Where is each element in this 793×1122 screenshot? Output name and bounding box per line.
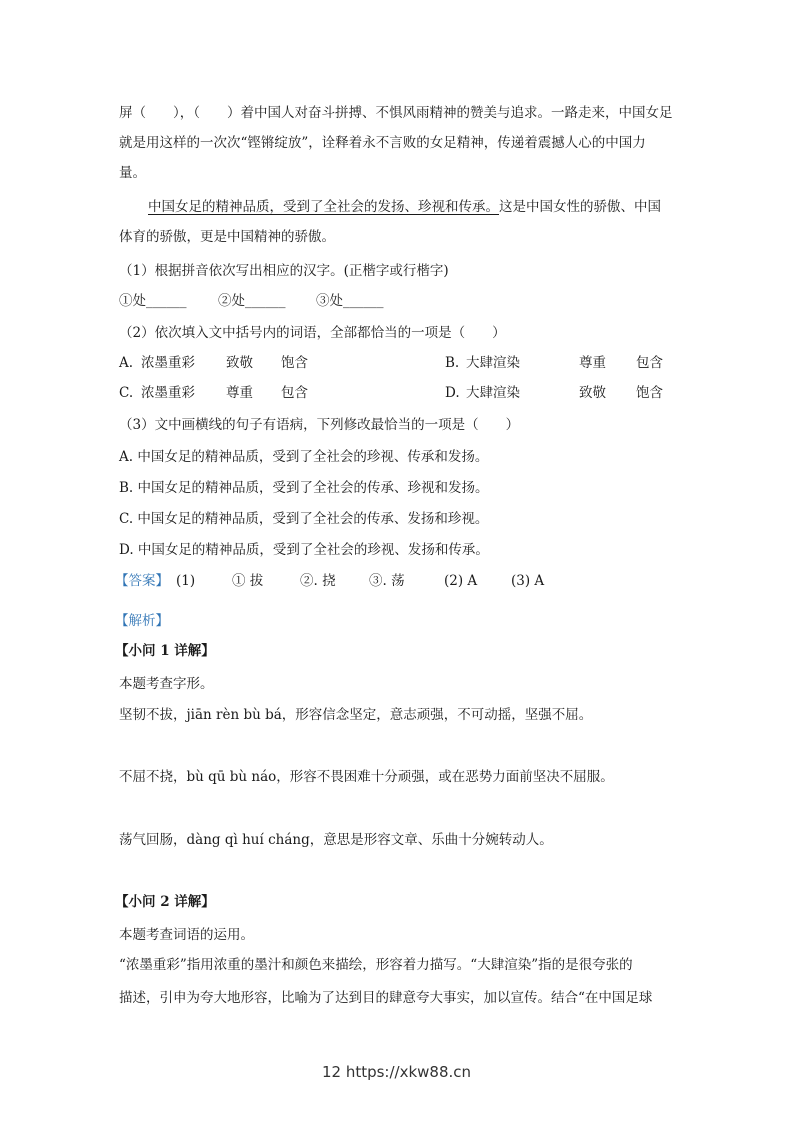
q2-option-b-word2: 尊重 xyxy=(579,355,606,371)
q2-option-d-word3: 饱含 xyxy=(636,385,663,401)
answer-part-1a: ① 拔 xyxy=(232,573,264,589)
q2-option-b-word1: 大肆渲染 xyxy=(466,355,520,371)
question-2: （2）依次填入文中括号内的词语，全部都恰当的一项是（ ） xyxy=(119,325,506,341)
answer-label: 【答案】 xyxy=(115,573,169,589)
question-1: （1）根据拼音依次写出相应的汉字。(正楷字或行楷字) xyxy=(119,263,449,279)
passage-line-4-rest: 这是中国女性的骄傲、中国 xyxy=(499,199,661,215)
q2-option-c-word1: 浓墨重彩 xyxy=(141,385,195,401)
q1-blank-3: ③处______ xyxy=(316,293,384,309)
q3-option-b: B. 中国女足的精神品质，受到了全社会的传承、珍视和发扬。 xyxy=(119,480,489,496)
passage-line-2: 就是用这样的一次次“铿锵绽放”，诠释着永不言败的女足精神，传递着震撼人心的中国力 xyxy=(119,135,646,151)
analysis-label: 【解析】 xyxy=(115,613,169,629)
q3-option-a: A. 中国女足的精神品质，受到了全社会的珍视、传承和发扬。 xyxy=(119,449,489,465)
answer-part-1b: ②. 挠 xyxy=(300,573,336,589)
q3-option-c: C. 中国女足的精神品质，受到了全社会的传承、发扬和珍视。 xyxy=(119,511,489,527)
q1-blank-1: ①处______ xyxy=(119,293,187,309)
q2-option-c-letter: C. xyxy=(119,385,134,401)
q2-option-d-word2: 致敬 xyxy=(579,385,606,401)
subquestion-1-intro: 本题考查字形。 xyxy=(119,676,214,692)
passage-line-3: 量。 xyxy=(119,165,146,181)
passage-line-5: 体育的骄傲，更是中国精神的骄傲。 xyxy=(119,229,335,245)
q3-option-d: D. 中国女足的精神品质，受到了全社会的珍视、发扬和传承。 xyxy=(119,542,489,558)
answer-part-2: (2) A xyxy=(444,573,478,589)
underlined-sentence: 中国女足的精神品质，受到了全社会的发扬、珍视和传承。 xyxy=(148,199,499,215)
subquestion-2-title: 【小问 2 详解】 xyxy=(115,894,215,910)
q2-option-b-word3: 包含 xyxy=(636,355,663,371)
q2-option-a-word2: 致敬 xyxy=(226,355,253,371)
answer-part-1: (1) xyxy=(176,573,196,589)
subquestion-1-title: 【小问 1 详解】 xyxy=(115,643,215,659)
page-footer: 12 https://xkw88.cn xyxy=(321,1063,472,1081)
q1-blank-2: ②处______ xyxy=(218,293,286,309)
subquestion-2-intro: 本题考查词语的运用。 xyxy=(119,927,254,943)
question-3: （3）文中画横线的句子有语病，下列修改最恰当的一项是（ ） xyxy=(119,417,520,433)
q2-option-a-word3: 饱含 xyxy=(281,355,308,371)
q2-option-c-word3: 包含 xyxy=(281,385,308,401)
subquestion-1-line-2: 不屈不挠，bù qū bù náo，形容不畏困难十分顽强，或在恶势力面前坚决不屈服。 xyxy=(119,769,614,785)
q2-option-a-letter: A. xyxy=(119,355,134,371)
answer-part-3: (3) A xyxy=(511,573,545,589)
q2-option-a-word1: 浓墨重彩 xyxy=(141,355,195,371)
passage-line-4 xyxy=(148,198,661,216)
passage-line-1: 屏（ ），（ ）着中国人对奋斗拼搏、不惧风雨精神的赞美与追求。一路走来，中国女足 xyxy=(119,105,673,121)
subquestion-1-line-3: 荡气回肠，dàng qì huí cháng，意思是形容文章、乐曲十分婉转动人。 xyxy=(119,832,553,848)
subquestion-2-line-2: 描述，引申为夸大地形容，比喻为了达到目的肆意夸大事实，加以宣传。结合“在中国足球 xyxy=(119,990,653,1006)
subquestion-2-line-1: “浓墨重彩”指用浓重的墨汁和颜色来描绘，形容着力描写。“大肆渲染”指的是很夸张的 xyxy=(119,957,633,973)
subquestion-1-line-1: 坚韧不拔，jiān rèn bù bá，形容信念坚定，意志顽强，不可动摇，坚强不屈。 xyxy=(119,707,593,723)
q2-option-b-letter: B. xyxy=(445,355,460,371)
answer-part-1c: ③. 荡 xyxy=(369,573,405,589)
q2-option-d-letter: D. xyxy=(445,385,460,401)
q2-option-d-word1: 大肆渲染 xyxy=(466,385,520,401)
q2-option-c-word2: 尊重 xyxy=(226,385,253,401)
